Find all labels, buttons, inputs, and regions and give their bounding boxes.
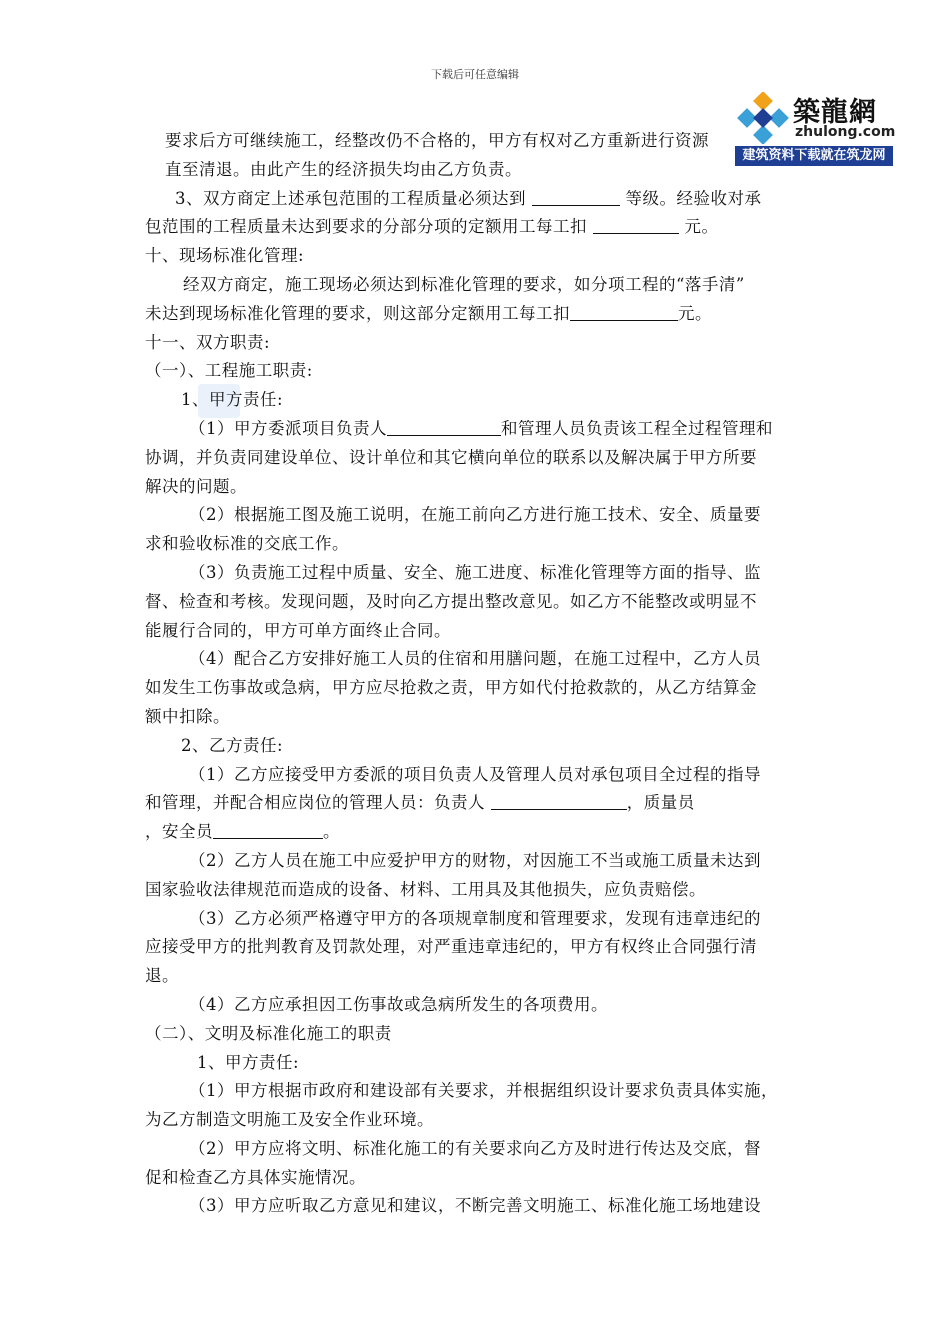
line-text: 。 [323, 822, 340, 842]
logo-url: zhulong.com [795, 124, 896, 140]
line-text: 和管理，并配合相应岗位的管理人员：负责人 [145, 793, 491, 813]
document-line [145, 703, 805, 732]
document-line [145, 789, 805, 818]
line-text: （2）甲方应将文明、标准化施工的有关要求向乙方及时进行传达及交底，督 [189, 1138, 761, 1158]
line-text: 退。 [145, 966, 179, 986]
line-text: 包范围的工程质量未达到要求的分部分项的定额用工每工扣 [145, 217, 593, 237]
document-line [145, 876, 805, 905]
fill-in-blank[interactable] [593, 215, 679, 234]
document-line [145, 962, 805, 991]
document-line [145, 185, 805, 214]
document-line [145, 933, 805, 962]
document-line [145, 530, 805, 559]
line-text: 1、甲方责任: [197, 1052, 300, 1072]
document-line [145, 357, 805, 386]
line-text: （二）、文明及标准化施工的职责 [145, 1023, 392, 1043]
document-line [145, 501, 805, 530]
line-text: 协调，并负责同建设单位、设计单位和其它横向单位的联系以及解决属于甲方所要 [145, 447, 757, 467]
line-text: 直至清退。由此产生的经济损失均由乙方负责。 [165, 159, 522, 179]
document-line [145, 444, 805, 473]
line-text: （4）配合乙方安排好施工人员的住宿和用膳问题，在施工过程中，乙方人员 [189, 649, 761, 669]
document-line [145, 818, 805, 847]
document-line [145, 1192, 805, 1221]
line-text: 能履行合同的，甲方可单方面终止合同。 [145, 620, 451, 640]
line-text: ，质量员 [626, 793, 695, 813]
document-line [145, 1049, 805, 1078]
document-line [145, 645, 805, 674]
document-line [145, 1077, 805, 1106]
fill-in-blank[interactable] [570, 302, 678, 321]
line-text: 2、乙方责任: [181, 735, 284, 755]
logo-name: 築龍網 [793, 97, 877, 128]
fill-in-blank[interactable] [213, 820, 323, 839]
fill-in-blank[interactable] [387, 417, 501, 436]
document-line [145, 1164, 805, 1193]
line-text: 额中扣除。 [145, 706, 230, 726]
line-text: 应接受甲方的批判教育及罚款处理，对严重违章违纪的，甲方有权终止合同强行清 [145, 937, 757, 957]
line-text: 解决的问题。 [145, 476, 247, 496]
line-text: （3）甲方应听取乙方意见和建议，不断完善文明施工、标准化施工场地建设 [189, 1196, 761, 1216]
document-line [145, 559, 805, 588]
document-line [145, 588, 805, 617]
document-line [145, 213, 805, 242]
document-line [145, 271, 805, 300]
document-line [145, 1106, 805, 1135]
line-text: 十一、双方职责: [145, 332, 271, 352]
document-line [145, 1020, 805, 1049]
fill-in-blank[interactable] [491, 791, 627, 810]
document-body [145, 127, 805, 1221]
line-text: （2）乙方人员在施工中应爱护甲方的财物，对因施工不当或施工质量未达到 [189, 850, 761, 870]
line-text: 和管理人员负责该工程全过程管理和 [501, 418, 773, 438]
document-line [145, 300, 805, 329]
line-text: 促和检查乙方具体实施情况。 [145, 1167, 366, 1187]
fill-in-blank[interactable] [532, 187, 620, 206]
line-text: 等级。经验收对承 [619, 188, 762, 208]
line-text: （1）乙方应接受甲方委派的项目负责人及管理人员对承包项目全过程的指导 [189, 764, 761, 784]
document-line [145, 473, 805, 502]
line-text: 求和验收标准的交底工作。 [145, 534, 349, 554]
document-line [145, 761, 805, 790]
line-text: （3）负责施工过程中质量、安全、施工进度、标准化管理等方面的指导、监 [189, 562, 761, 582]
line-text: 为乙方制造文明施工及安全作业环境。 [145, 1110, 434, 1130]
line-text: （3）乙方必须严格遵守甲方的各项规章制度和管理要求，发现有违章违纪的 [189, 908, 761, 928]
document-line [145, 156, 805, 185]
line-text: ，安全员 [145, 822, 213, 842]
line-text: （1）甲方委派项目负责人 [189, 418, 387, 438]
line-text: 1、甲方责任: [181, 390, 284, 410]
line-text: 元。 [678, 217, 719, 237]
line-text: （1）甲方根据市政府和建设部有关要求，并根据组织设计要求负责具体实施， [189, 1081, 778, 1101]
document-line [145, 991, 805, 1020]
document-line [145, 847, 805, 876]
line-text: 元。 [678, 303, 712, 323]
document-line [145, 1135, 805, 1164]
document-line [145, 415, 805, 444]
line-text: 3、双方商定上述承包范围的工程质量必须达到 [175, 188, 532, 208]
line-text: （4）乙方应承担因工伤事故或急病所发生的各项费用。 [189, 994, 608, 1014]
line-text: 经双方商定，施工现场必须达到标准化管理的要求，如分项工程的“落手清” [183, 274, 745, 294]
line-text: （一）、工程施工职责: [145, 361, 313, 381]
page-header-note: 下载后可任意编辑 [431, 68, 519, 81]
document-line [145, 329, 805, 358]
document-line [145, 674, 805, 703]
document-line [145, 386, 805, 415]
document-line [145, 617, 805, 646]
document-line [145, 242, 805, 271]
line-text: 督、检查和考核。发现问题，及时向乙方提出整改意见。如乙方不能整改或明显不 [145, 591, 757, 611]
document-line [145, 732, 805, 761]
line-text: （2）根据施工图及施工说明，在施工前向乙方进行施工技术、安全、质量要 [189, 505, 761, 525]
line-text: 十、现场标准化管理: [145, 246, 305, 266]
document-line [145, 127, 805, 156]
line-text: 如发生工伤事故或急病，甲方应尽抢救之责，甲方如代付抢救款的，从乙方结算金 [145, 678, 757, 698]
logo-slogan: 建筑资料下载就在筑龙网 [735, 146, 893, 166]
line-text: 要求后方可继续施工，经整改仍不合格的，甲方有权对乙方重新进行资源 [165, 131, 709, 150]
line-text: 国家验收法律规范而造成的设备、材料、工用具及其他损失，应负责赔偿。 [145, 879, 706, 899]
line-text: 未达到现场标准化管理的要求，则这部分定额用工每工扣 [145, 303, 570, 323]
document-line [145, 905, 805, 934]
